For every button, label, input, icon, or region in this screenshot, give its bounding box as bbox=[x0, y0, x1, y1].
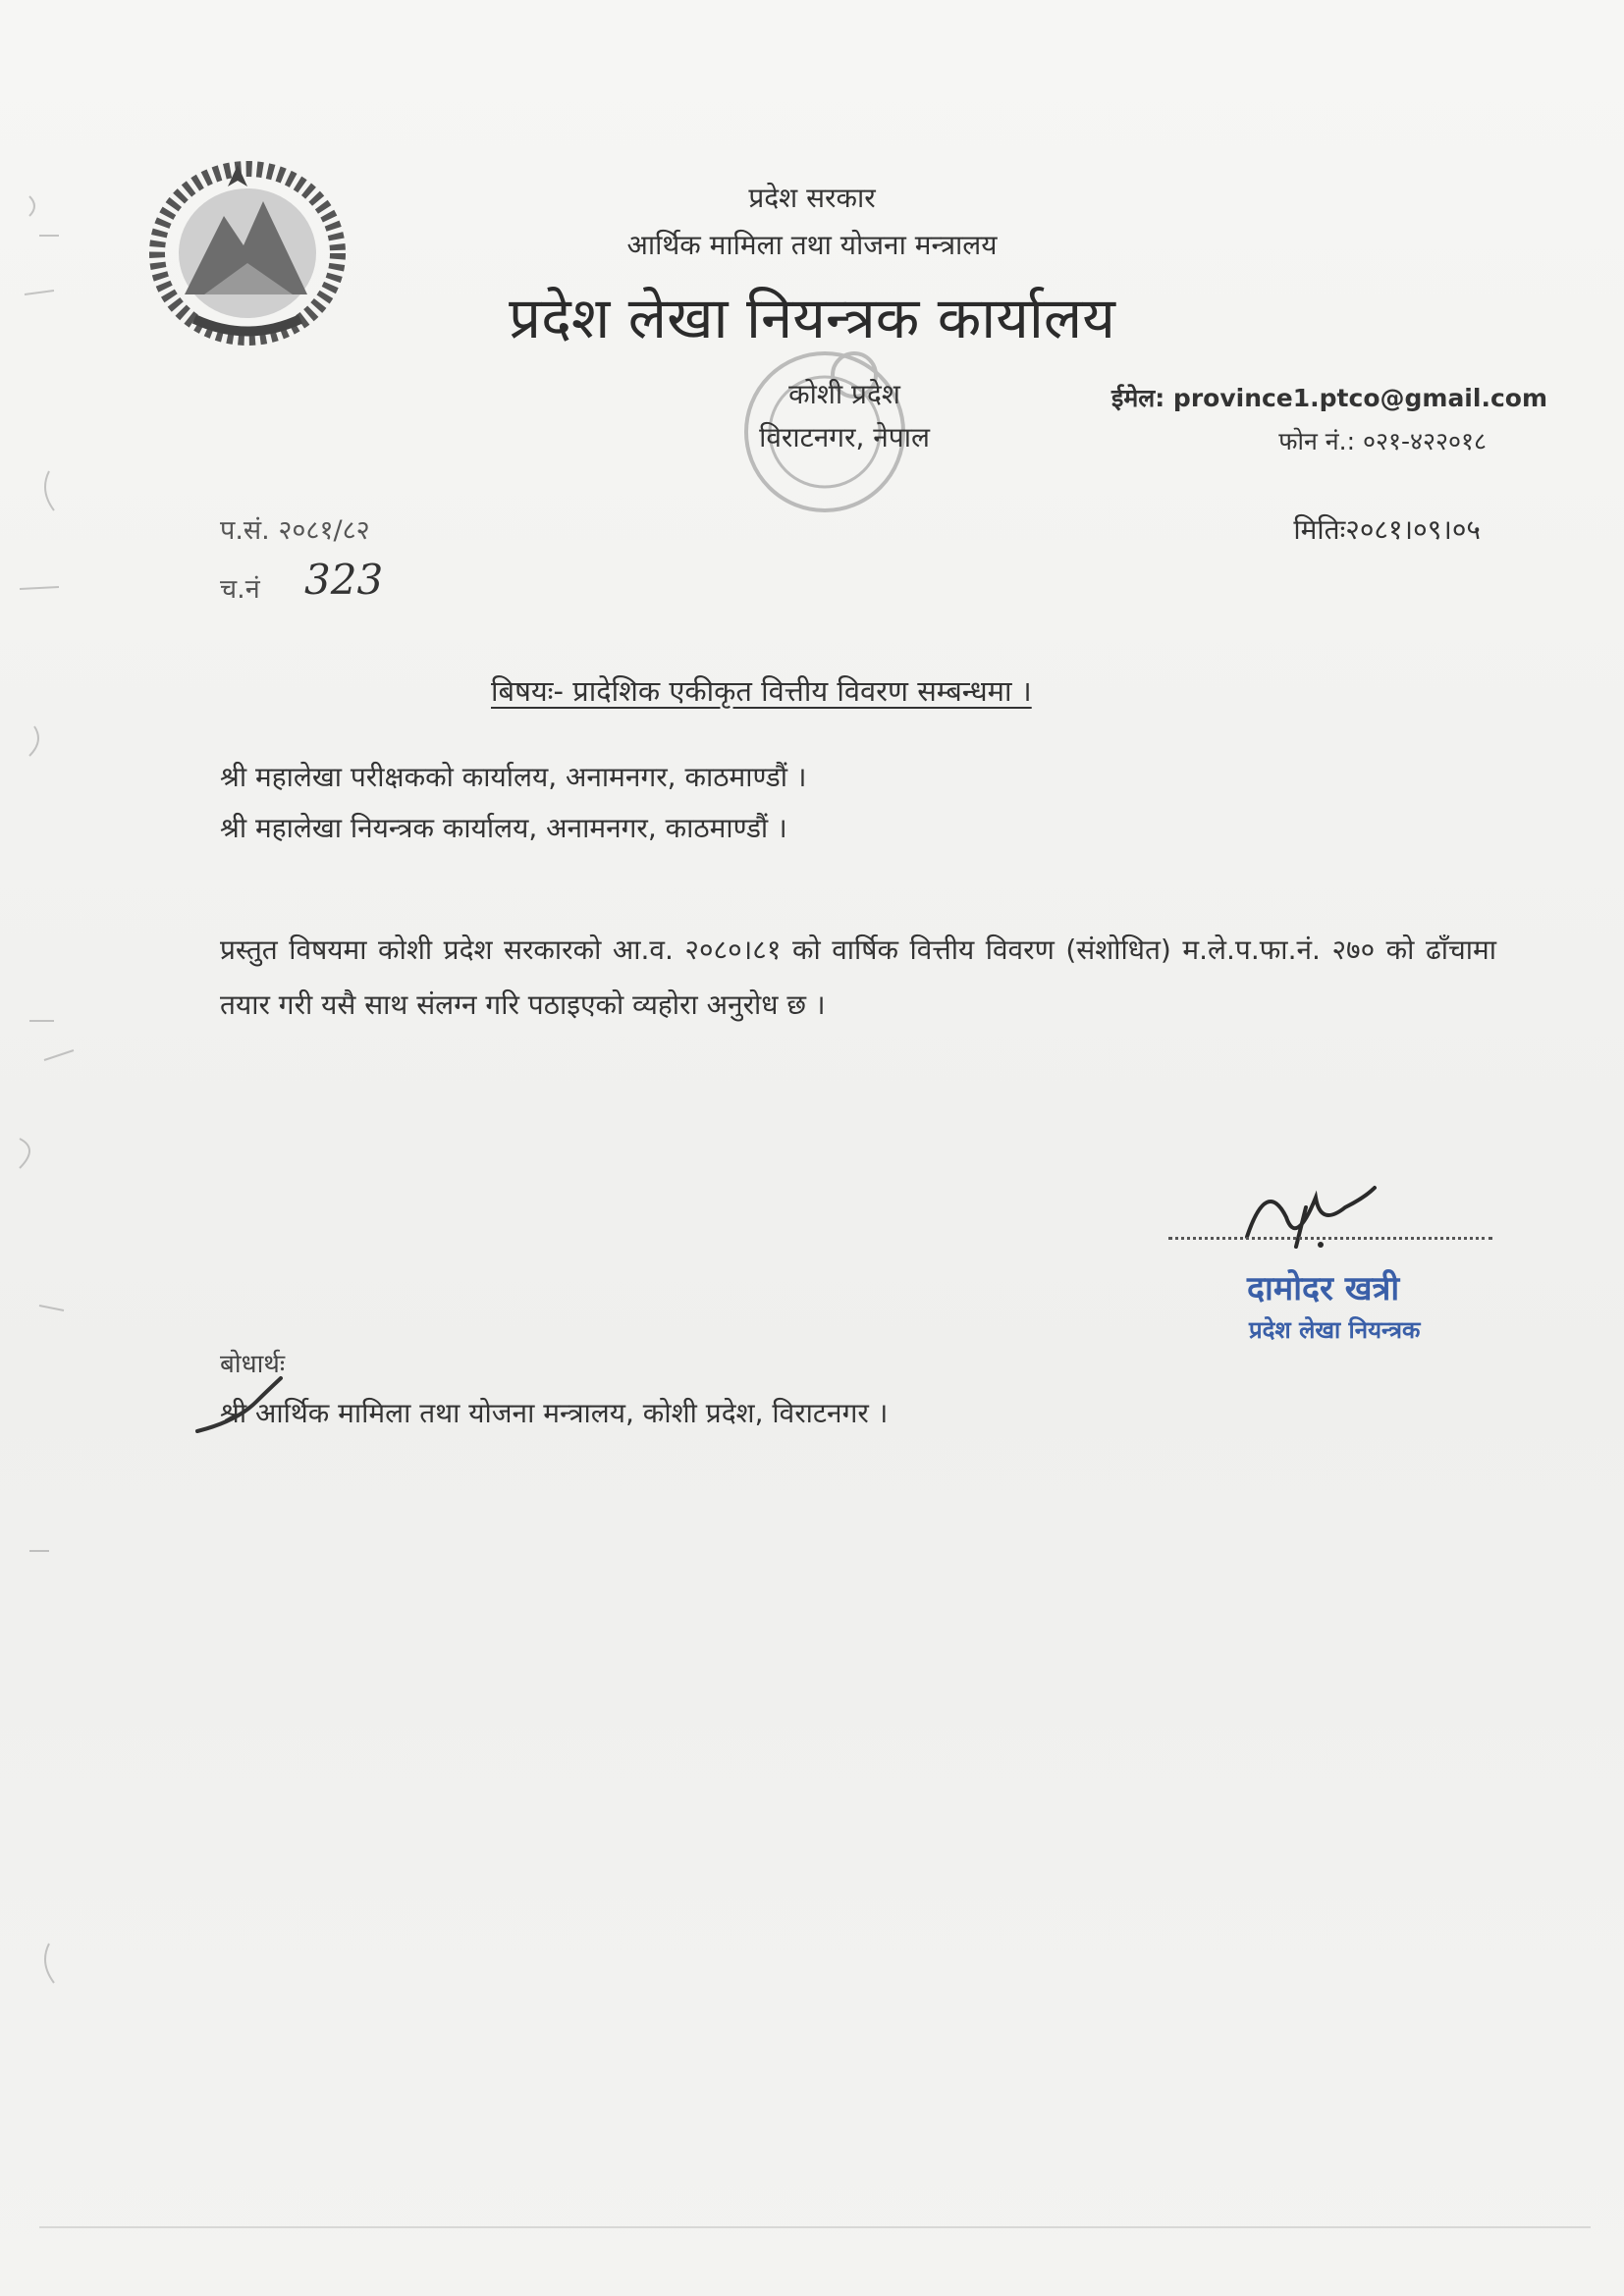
cc-label: बोधार्थः bbox=[220, 1350, 286, 1379]
letter-date: मितिः२०८१।०९।०५ bbox=[1293, 513, 1481, 546]
recipient-line: श्री महालेखा परीक्षकको कार्यालय, अनामनगर, काठमाण्डौं । bbox=[220, 761, 807, 793]
subject-line: बिषयः- प्रादेशिक एकीकृत वित्तीय विवरण सम्बन्धमा । bbox=[491, 674, 1032, 708]
cc-recipient: श्री आर्थिक मामिला तथा योजना मन्त्रालय, कोशी प्रदेश, विराटनगर । bbox=[220, 1397, 889, 1429]
signatory-title: प्रदेश लेखा नियन्त्रक bbox=[1249, 1316, 1421, 1344]
scan-bottom-edge bbox=[39, 2226, 1591, 2228]
contact-phone: फोन नं.: ०२१-४२२०१८ bbox=[1278, 427, 1487, 455]
letter-body: प्रस्तुत विषयमा कोशी प्रदेश सरकारको आ.व. २०८०।८१ को वार्षिक वित्तीय विवरण (संशोधित) म.ले.प.फा.नं. २७० को ढाँचामा तयार गरी यसै साथ संलग्न गरि पठाइएको व्यहोरा अनुरोध छ । bbox=[220, 934, 1496, 1021]
contact-email: ईमेल: province1.ptco@gmail.com bbox=[1111, 384, 1547, 412]
city-name: विराटनगर, नेपाल bbox=[759, 421, 930, 454]
dispatch-label: च.नं bbox=[220, 574, 260, 605]
recipient-line: श्री महालेखा नियन्त्रक कार्यालय, अनामनगर, काठमाण्डौं । bbox=[220, 812, 787, 844]
province-name: कोशी प्रदेश bbox=[788, 378, 900, 410]
scan-edge-marks bbox=[0, 177, 118, 2042]
signatory-name: दामोदर खत्री bbox=[1247, 1269, 1400, 1308]
signature-line bbox=[1168, 1227, 1492, 1240]
government-name: प्रदेश सरकार bbox=[748, 182, 876, 214]
ministry-name: आर्थिक मामिला तथा योजना मन्त्रालय bbox=[626, 229, 998, 261]
reference-number: प.सं. २०८१/८२ bbox=[220, 515, 370, 546]
dispatch-number: 323 bbox=[304, 556, 384, 604]
office-name: प्रदेश लेखा नियन्त्रक कार्यालय bbox=[509, 285, 1115, 351]
handwritten-signature bbox=[1227, 1168, 1394, 1266]
